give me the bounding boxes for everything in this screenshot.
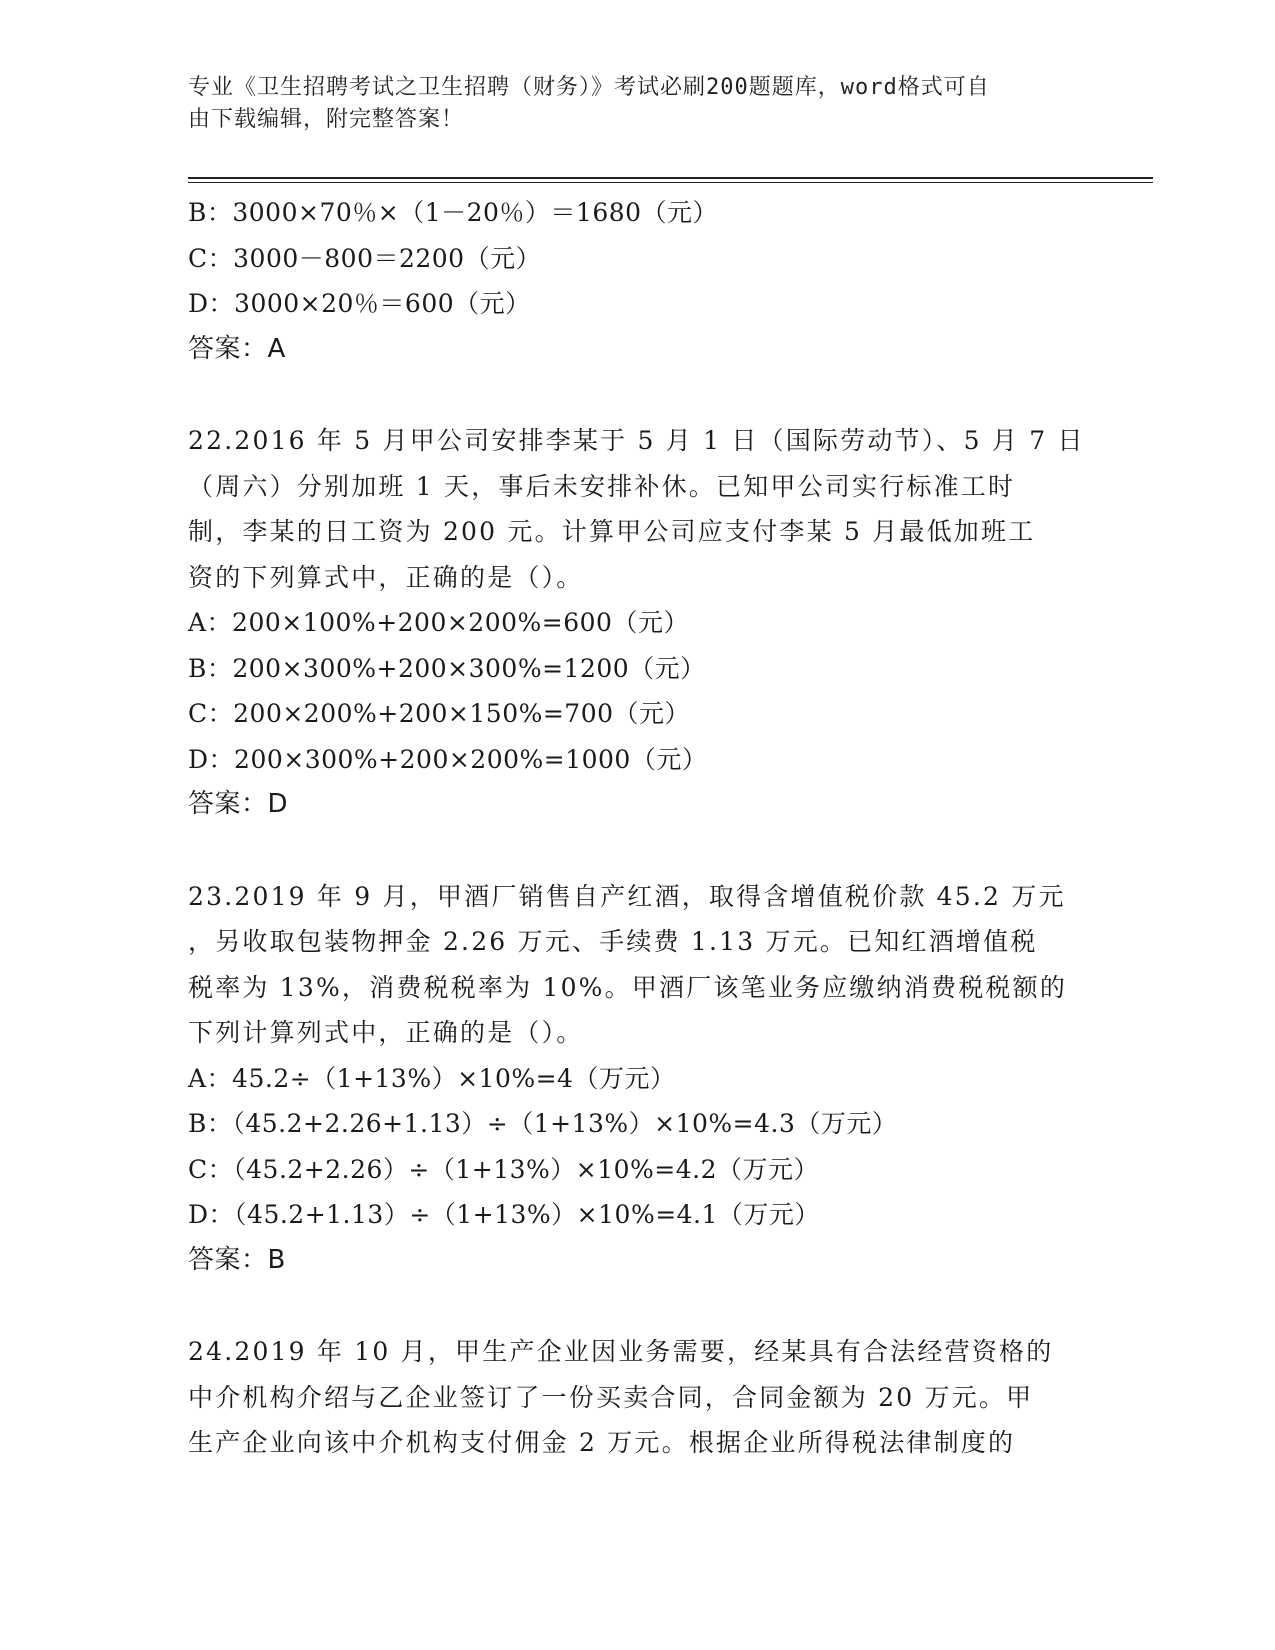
- header-line-1: 专业《卫生招聘考试之卫生招聘（财务）》考试必刷200题题库，word格式可自: [188, 75, 990, 100]
- option-c: C：（45.2+2.26）÷（1+13%）×10%=4.2（万元）: [188, 1154, 819, 1184]
- option-b: B：200×300%+200×300%=1200（元）: [188, 653, 706, 683]
- answer-line: 答案：A: [188, 333, 286, 364]
- question-text-line: 税率为 13%，消费税税率为 10%。甲酒厂该笔业务应缴纳消费税税额的: [188, 972, 1068, 1002]
- option-a: A：200×100%+200×200%=600（元）: [188, 608, 689, 637]
- question-22: [188, 418, 1088, 828]
- option-c: C：3000－800＝2200（元）: [188, 243, 542, 273]
- header-rule-thin: [188, 182, 1153, 183]
- question-text-line: 制，李某的日工资为 200 元。计算甲公司应支付李某 5 月最低加班工: [188, 517, 1036, 546]
- question-text-line: 下列计算列式中，正确的是（）。: [188, 1018, 584, 1047]
- question-text-line: 23.2019 年 9 月，甲酒厂销售自产红酒，取得含增值税价款 45.2 万元: [188, 881, 1066, 911]
- option-b: B：（45.2+2.26+1.13）÷（1+13%）×10%=4.3（万元）: [188, 1109, 898, 1138]
- question-text-line: （周六）分别加班 1 天，事后未安排补休。已知甲公司实行标准工时: [188, 471, 1016, 501]
- question-text-line: 22.2016 年 5 月甲公司安排李某于 5 月 1 日（国际劳动节）、5 月 7 日: [188, 426, 1085, 455]
- spacer: [188, 1283, 1088, 1329]
- question-text-line: 中介机构介绍与乙企业签订了一份买卖合同，合同金额为 20 万元。甲: [188, 1382, 1034, 1412]
- option-b: B：3000×70％×（1－20％）＝1680（元）: [188, 198, 719, 227]
- question-text-line: 资的下列算式中，正确的是（）。: [188, 562, 584, 592]
- header-line-2: 由下载编辑，附完整答案！: [188, 107, 465, 132]
- option-d: D：200×300%+200×200%=1000（元）: [188, 744, 708, 774]
- option-c: C：200×200%+200×150%=700（元）: [188, 699, 691, 728]
- spacer: [188, 372, 1088, 418]
- header-rule-thick: [188, 177, 1153, 179]
- question-24: [188, 1329, 1088, 1466]
- answer-line: 答案：D: [188, 789, 289, 819]
- question-text-line: 生产企业向该中介机构支付佣金 2 万元。根据企业所得税法律制度的: [188, 1428, 1016, 1457]
- question-23: [188, 874, 1088, 1284]
- spacer: [188, 828, 1088, 874]
- answer-line: 答案：B: [188, 1244, 286, 1275]
- question-text-line: ，另收取包装物押金 2.26 万元、手续费 1.13 万元。已知红酒增值税: [188, 927, 1038, 956]
- option-d: D：3000×20％＝600（元）: [188, 289, 531, 318]
- question-21-tail: [188, 190, 1088, 372]
- question-content: [188, 190, 1088, 1466]
- option-a: A：45.2÷（1+13%）×10%=4（万元）: [188, 1063, 676, 1093]
- page-header: [188, 72, 1068, 136]
- question-text-line: 24.2019 年 10 月，甲生产企业因业务需要，经某具有合法经营资格的: [188, 1337, 1054, 1366]
- option-d: D：（45.2+1.13）÷（1+13%）×10%=4.1（万元）: [188, 1200, 820, 1229]
